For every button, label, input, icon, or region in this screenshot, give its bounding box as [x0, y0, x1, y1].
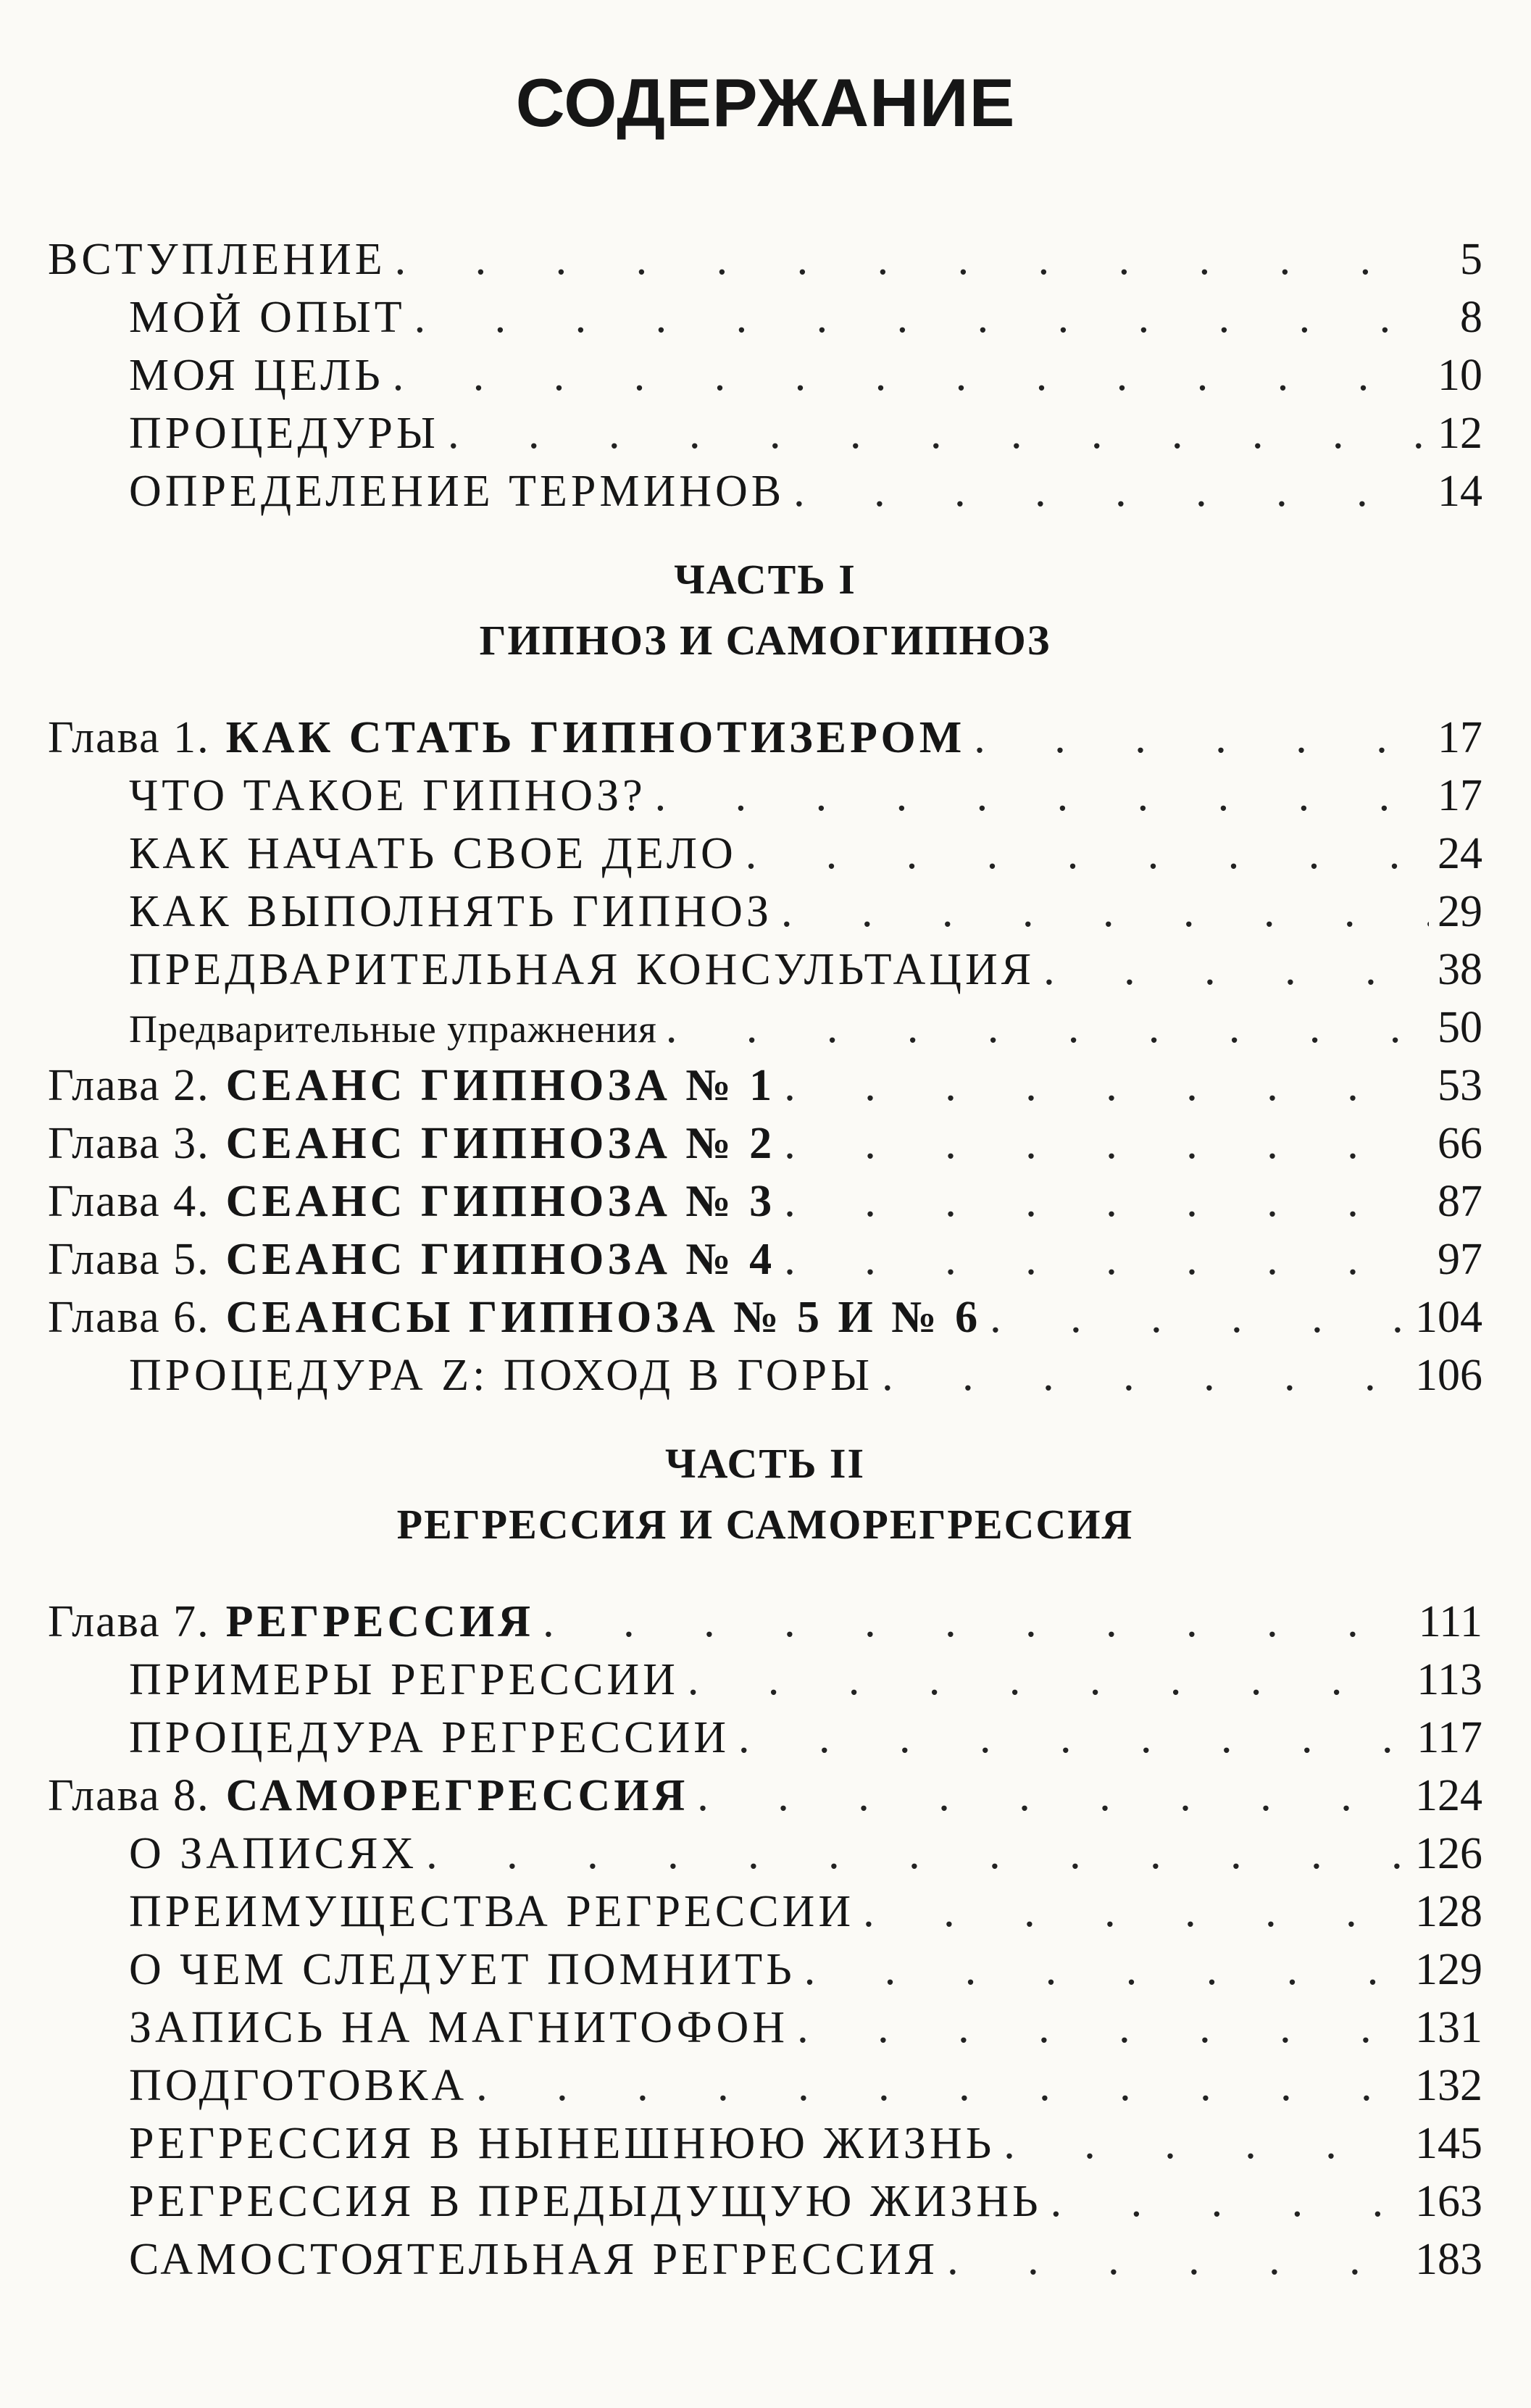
toc-entry[interactable]: [48, 404, 1482, 462]
dot-leader: [863, 1883, 1406, 1941]
entry-title: О ЗАПИСЯХ: [129, 1829, 418, 1878]
entry-page: 126: [1415, 1829, 1482, 1878]
entry-page: 87: [1438, 1177, 1482, 1226]
page-title: СОДЕРЖАНИЕ: [515, 64, 1016, 141]
dot-leader: [784, 1172, 1429, 1230]
entry-page: 111: [1418, 1597, 1482, 1646]
entry-page: 14: [1438, 467, 1482, 516]
entry-title: ВСТУПЛЕНИЕ: [48, 235, 386, 284]
entry-page: 17: [1438, 771, 1482, 820]
dot-leader: [947, 2230, 1406, 2288]
entry-page: 53: [1438, 1061, 1482, 1110]
table-of-contents: [48, 230, 1482, 2288]
toc-chapter[interactable]: [48, 709, 1482, 767]
entry-title: КАК НАЧАТЬ СВОЕ ДЕЛО: [129, 829, 737, 878]
entry-title: ПРОЦЕДУРА Z: ПОХОД В ГОРЫ: [129, 1351, 874, 1400]
dot-leader: [655, 767, 1429, 825]
entry-page: 124: [1415, 1771, 1482, 1820]
entry-page: 117: [1417, 1713, 1482, 1762]
dot-leader: [414, 288, 1430, 346]
part-title: РЕГРЕССИЯ И САМОРЕГРЕССИЯ: [396, 1501, 1134, 1548]
chapter-number: Глава 7.: [48, 1597, 210, 1646]
entry-title: ПРЕДВАРИТЕЛЬНАЯ КОНСУЛЬТАЦИЯ: [129, 945, 1035, 994]
entry-title: ЗАПИСЬ НА МАГНИТОФОН: [129, 2003, 789, 2052]
entry-page: 17: [1438, 713, 1482, 762]
toc-entry[interactable]: [48, 346, 1482, 404]
entry-page: 8: [1460, 293, 1482, 342]
entry-page: 132: [1415, 2061, 1482, 2110]
dot-leader: [1043, 941, 1429, 999]
dot-leader: [697, 1767, 1406, 1825]
chapter-number: Глава 1.: [48, 713, 210, 762]
toc-chapter[interactable]: [48, 1057, 1482, 1115]
chapter-title: СЕАНСЫ ГИПНОЗА № 5 И № 6: [225, 1293, 982, 1342]
entry-title: ПРЕИМУЩЕСТВА РЕГРЕССИИ: [129, 1887, 855, 1936]
chapter-number: Глава 8.: [48, 1771, 210, 1820]
dot-leader: [784, 1230, 1429, 1288]
toc-chapter[interactable]: [48, 1593, 1482, 1651]
dot-leader: [990, 1288, 1406, 1346]
entry-title: ПРОЦЕДУРЫ: [129, 409, 439, 458]
chapter-title: САМОРЕГРЕССИЯ: [225, 1771, 689, 1820]
chapter-title: КАК СТАТЬ ГИПНОТИЗЕРОМ: [225, 713, 966, 762]
dot-leader: [804, 1941, 1406, 1999]
toc-entry[interactable]: [48, 2115, 1482, 2172]
dot-leader: [1004, 2115, 1406, 2172]
dot-leader: [666, 999, 1429, 1057]
entry-title: КАК ВЫПОЛНЯТЬ ГИПНОЗ: [129, 887, 773, 936]
entry-title: МОЯ ЦЕЛЬ: [129, 351, 384, 400]
entry-title: ПРОЦЕДУРА РЕГРЕССИИ: [129, 1713, 730, 1762]
entry-page: 29: [1438, 887, 1482, 936]
entry-page: 50: [1438, 1003, 1482, 1052]
part-label: ЧАСТЬ I: [674, 556, 856, 603]
chapter-title: СЕАНС ГИПНОЗА № 1: [225, 1061, 776, 1110]
chapter-number: Глава 4.: [48, 1177, 210, 1226]
dot-leader: [688, 1651, 1408, 1709]
toc-entry[interactable]: [48, 999, 1482, 1057]
toc-entry[interactable]: [48, 1825, 1482, 1883]
entry-title: МОЙ ОПЫТ: [129, 293, 406, 342]
entry-page: 163: [1415, 2177, 1482, 2226]
entry-page: 5: [1460, 235, 1482, 284]
chapter-title: РЕГРЕССИЯ: [225, 1597, 535, 1646]
toc-entry[interactable]: [48, 825, 1482, 883]
entry-title: ОПРЕДЕЛЕНИЕ ТЕРМИНОВ: [129, 467, 785, 516]
dot-leader: [426, 1825, 1406, 1883]
chapter-number: Глава 6.: [48, 1293, 210, 1342]
chapter-number: Глава 3.: [48, 1119, 210, 1168]
toc-chapter[interactable]: [48, 1767, 1482, 1825]
toc-entry[interactable]: [48, 1346, 1482, 1404]
toc-entry[interactable]: [48, 462, 1482, 520]
entry-page: 145: [1415, 2119, 1482, 2168]
dot-leader: [543, 1593, 1410, 1651]
part-title: ГИПНОЗ И САМОГИПНОЗ: [479, 617, 1051, 664]
dot-leader: [738, 1709, 1408, 1767]
dot-leader: [395, 230, 1430, 288]
entry-page: 104: [1415, 1293, 1482, 1342]
toc-entry[interactable]: [48, 288, 1482, 346]
dot-leader: [882, 1346, 1406, 1404]
dot-leader: [781, 883, 1429, 941]
toc-entry[interactable]: [48, 941, 1482, 999]
dot-leader: [746, 825, 1429, 883]
chapter-number: Глава 2.: [48, 1061, 210, 1110]
entry-title: ЧТО ТАКОЕ ГИПНОЗ?: [129, 771, 646, 820]
chapter-title: СЕАНС ГИПНОЗА № 3: [225, 1177, 776, 1226]
chapter-title: СЕАНС ГИПНОЗА № 4: [225, 1235, 776, 1284]
entry-title: Предварительные упражнения: [129, 1007, 657, 1051]
entry-page: 131: [1415, 2003, 1482, 2052]
entry-page: 12: [1438, 409, 1482, 458]
toc-entry[interactable]: [48, 2230, 1482, 2288]
chapter-title: СЕАНС ГИПНОЗА № 2: [225, 1119, 776, 1168]
entry-title: О ЧЕМ СЛЕДУЕТ ПОМНИТЬ: [129, 1945, 796, 1994]
entry-title: РЕГРЕССИЯ В ПРЕДЫДУЩУЮ ЖИЗНЬ: [129, 2177, 1042, 2226]
entry-page: 183: [1415, 2235, 1482, 2284]
dot-leader: [448, 404, 1429, 462]
entry-page: 66: [1438, 1119, 1482, 1168]
entry-title: РЕГРЕССИЯ В НЫНЕШНЮЮ ЖИЗНЬ: [129, 2119, 996, 2168]
entry-page: 106: [1415, 1351, 1482, 1400]
toc-entry[interactable]: [48, 2057, 1482, 2115]
toc-entry[interactable]: [48, 2172, 1482, 2230]
dot-leader: [1051, 2172, 1406, 2230]
dot-leader: [784, 1115, 1429, 1172]
toc-entry-intro[interactable]: [48, 230, 1482, 288]
dot-leader: [974, 709, 1429, 767]
toc-chapter[interactable]: [48, 1115, 1482, 1172]
dot-leader: [797, 1999, 1406, 2057]
chapter-number: Глава 5.: [48, 1235, 210, 1284]
toc-entry[interactable]: [48, 1999, 1482, 2057]
entry-title: ПРИМЕРЫ РЕГРЕССИИ: [129, 1655, 679, 1704]
toc-entry[interactable]: [48, 1709, 1482, 1767]
toc-entry[interactable]: [48, 1651, 1482, 1709]
toc-entry[interactable]: [48, 1941, 1482, 1999]
entry-page: 38: [1438, 945, 1482, 994]
toc-chapter[interactable]: [48, 1288, 1482, 1346]
toc-entry[interactable]: [48, 1883, 1482, 1941]
entry-page: 113: [1417, 1655, 1482, 1704]
entry-title: ПОДГОТОВКА: [129, 2061, 468, 2110]
entry-page: 97: [1438, 1235, 1482, 1284]
dot-leader: [784, 1057, 1429, 1115]
toc-entry[interactable]: [48, 883, 1482, 941]
toc-entry[interactable]: [48, 767, 1482, 825]
dot-leader: [476, 2057, 1406, 2115]
dot-leader: [393, 346, 1429, 404]
part-label: ЧАСТЬ II: [664, 1440, 866, 1487]
entry-title: САМОСТОЯТЕЛЬНАЯ РЕГРЕССИЯ: [129, 2235, 939, 2284]
dot-leader: [793, 462, 1429, 520]
entry-page: 10: [1438, 351, 1482, 400]
entry-page: 129: [1415, 1945, 1482, 1994]
toc-chapter[interactable]: [48, 1172, 1482, 1230]
entry-page: 24: [1438, 829, 1482, 878]
entry-page: 128: [1415, 1887, 1482, 1936]
toc-chapter[interactable]: [48, 1230, 1482, 1288]
